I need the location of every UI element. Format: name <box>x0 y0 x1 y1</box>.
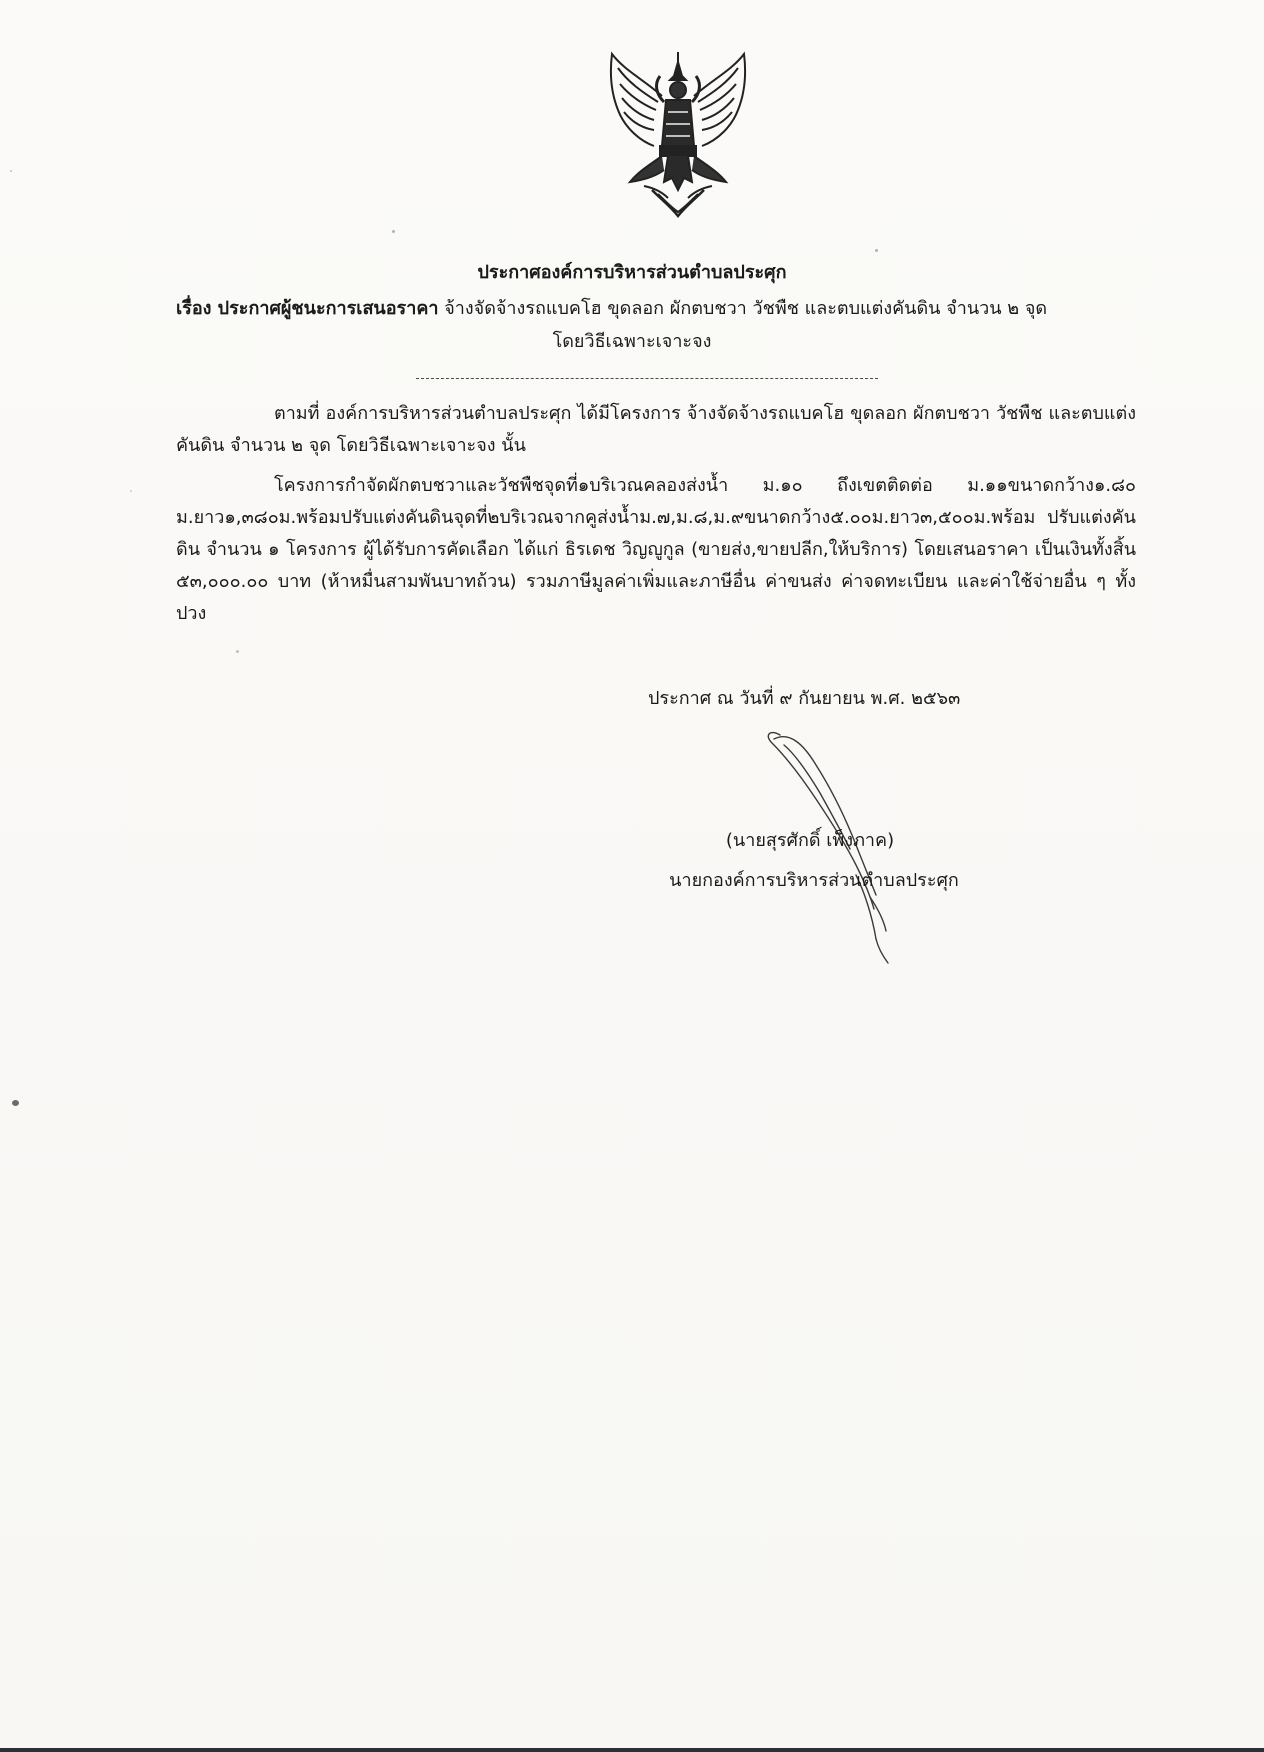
body-paragraph-1: ตามที่ องค์การบริหารส่วนตำบลประศุก ได้มีโครงการ จ้างจัดจ้างรถแบคโฮ ขุดลอก ผักตบชวา วัชพืช และตบแต่งคันดิน จำนวน ๒ จุด โดยวิธีเฉพาะเจาะจง นั้น <box>176 403 1136 456</box>
procurement-method: โดยวิธีเฉพาะเจาะจง <box>552 331 712 352</box>
scan-speck <box>392 230 395 233</box>
signer-name: (นายสุรศักดิ์ เพ็งภาค) <box>725 830 895 851</box>
signer-position: นายกองค์การบริหารส่วนตำบลประศุก <box>669 870 959 891</box>
scan-speck <box>12 1100 19 1106</box>
announcement-date: ประกาศ ณ วันที่ ๙ กันยายน พ.ศ. ๒๕๖๓ <box>648 688 961 709</box>
scan-speck <box>236 650 239 653</box>
subject-line <box>176 294 1136 324</box>
body-paragraph-2: โครงการกำจัดผักตบชวาและวัชพืชจุดที่๑บริเวณคลองส่งน้ำ ม.๑๐ ถึงเขตติดต่อ ม.๑๑ขนาดกว้าง๑.๘๐ ม.ยาว๑,๓๘๐ม.พร้อมปรับแต่งคันดินจุดที่๒บริเวณจากคูส่งน้ำม.๗,ม.๘,ม.๙ขนาดกว้าง๕.๐๐ม.ยาว๓,๕๐๐ม.พร้อม ปรับแต่งคันดิน จำนวน ๑ โครงการ ผู้ได้รับการคัดเลือก ได้แก่ ธิรเดช วิญญูกูล (ขายส่ง,ขายปลีก,ให้บริการ) โดยเสนอราคา เป็นเงินทั้งสิ้น ๕๓,๐๐๐.๐๐ บาท (ห้าหมื่นสามพันบาทถ้วน) รวมภาษีมูลค่าเพิ่มและภาษีอื่น ค่าขนส่ง ค่าจดทะเบียน และค่าใช้จ่ายอื่น ๆ ทั้งปวง <box>176 475 1136 624</box>
scan-speck <box>875 249 878 252</box>
subject-label: เรื่อง ประกาศผู้ชนะการเสนอราคา <box>176 298 439 319</box>
scan-speck <box>130 490 132 492</box>
scan-bottom-edge <box>0 1748 1264 1752</box>
section-divider <box>416 378 878 379</box>
announcement-title: ประกาศองค์การบริหารส่วนตำบลประศุก <box>477 262 787 283</box>
subject-text: จ้างจัดจ้างรถแบคโฮ ขุดลอก ผักตบชวา วัชพืช และตบแต่งคันดิน จำนวน ๒ จุด <box>444 298 1048 319</box>
scan-speck <box>10 170 12 172</box>
garuda-emblem-icon <box>604 50 752 218</box>
